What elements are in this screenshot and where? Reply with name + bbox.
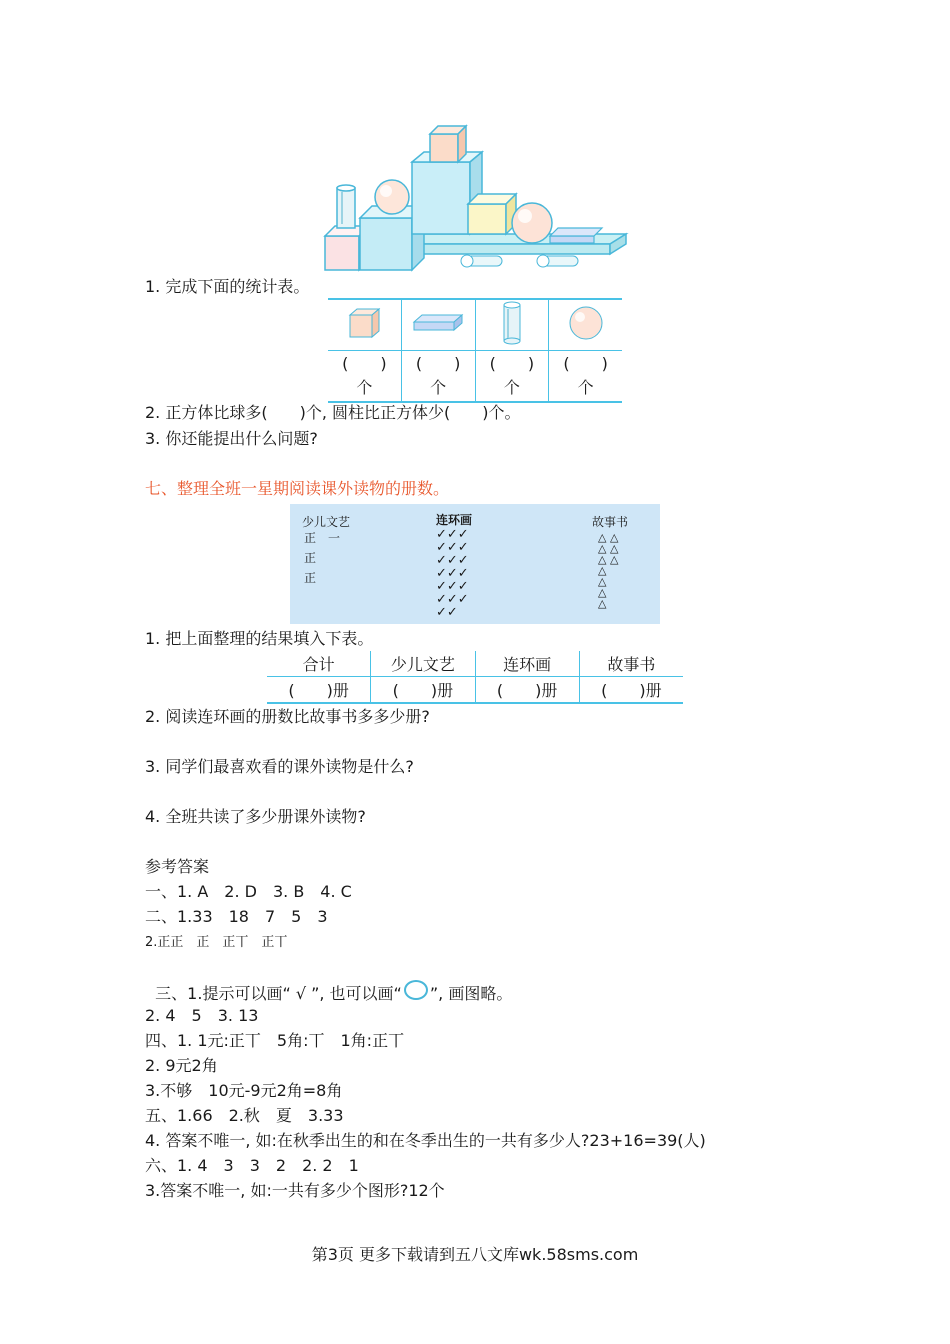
sphere-count[interactable]: ( ) 个 [549,351,622,403]
cylinder-count[interactable]: ( ) 个 [475,351,549,403]
cell-storybooks[interactable]: ( )册 [579,677,683,704]
answer-line: 二、1.33 18 7 5 3 [145,907,328,926]
header-total: 合计 [267,651,371,677]
page-footer: 第3页 更多下载请到五八文库wk.58sms.com [311,1245,639,1264]
circle-icon [404,980,428,1000]
answer-line: 2.正正 正 正丅 正丅 [145,935,288,950]
tally-label-childrens-lit: 少儿文艺 [302,515,351,529]
cell-comics[interactable]: ( )册 [475,677,579,704]
cube-cell [328,299,401,351]
tally-label-storybooks: 故事书 [592,515,629,529]
answer-line: 3.答案不唯一, 如:一共有多少个图形?12个 [145,1181,445,1200]
sphere-cell [549,299,622,351]
answers-title: 参考答案 [145,857,210,876]
tally-marks-comics: ✓✓✓ ✓✓✓ ✓✓✓ ✓✓✓ ✓✓✓ ✓✓✓ ✓✓ [436,527,469,620]
cuboid-icon [408,308,468,338]
cylinder-cell [475,299,549,351]
s6-question-3: 3. 你还能提出什么问题? [145,429,318,448]
cube-count[interactable]: ( ) 个 [328,351,401,403]
s7-question-3: 3. 同学们最喜欢看的课外读物是什么? [145,757,414,776]
s7-question-4: 4. 全班共读了多少册课外读物? [145,807,366,826]
answer-line: 3.不够 10元-9元2角=8角 [145,1081,343,1100]
tally-marks-childrens-lit: 正 一 正 正 [304,531,341,585]
s6-question-2: 2. 正方体比球多( )个, 圆柱比正方体少( )个。 [145,403,521,422]
answer-line: 4. 答案不唯一, 如:在秋季出生的和在冬季出生的一共有多少人?23+16=39(人) [145,1131,706,1150]
solids-illustration [320,120,630,272]
cell-childrens-lit[interactable]: ( )册 [371,677,475,704]
shape-count-table [328,298,622,403]
sphere-icon [566,303,606,343]
s6-question-1: 1. 完成下面的统计表。 [145,277,310,296]
s7-question-2: 2. 阅读连环画的册数比故事书多多少册? [145,707,430,726]
header-comics: 连环画 [475,651,579,677]
tally-label-comics: 连环画 [436,513,473,527]
answer-line: 三、1.提示可以画“ √ ”, 也可以画“ ”, 画图略。 [145,958,512,1005]
section7-title: 七、整理全班一星期阅读课外读物的册数。 [145,479,450,498]
header-childrens-lit: 少儿文艺 [371,651,475,677]
cell-total[interactable]: ( )册 [267,677,371,704]
answer-line: 一、1. A 2. D 3. B 4. C [145,882,352,901]
answer-line: 五、1.66 2.秋 夏 3.33 [145,1106,344,1125]
reading-result-table [267,651,683,704]
cuboid-count[interactable]: ( ) 个 [401,351,475,403]
answer-line: 2. 9元2角 [145,1056,218,1075]
header-storybooks: 故事书 [579,651,683,677]
answer-line: 2. 4 5 3. 13 [145,1006,259,1025]
cylinder-icon [497,300,527,346]
tally-marks-storybooks: △ △ △ △ △ △ △ △ △ △ [598,531,619,610]
tally-panel [290,504,660,624]
answer-line: 四、1. 1元:正丅 5角:丅 1角:正丅 [145,1031,405,1050]
answer-line: 六、1. 4 3 3 2 2. 2 1 [145,1156,359,1175]
cuboid-cell [401,299,475,351]
cube-icon [344,303,384,343]
s7-question-1: 1. 把上面整理的结果填入下表。 [145,629,374,648]
